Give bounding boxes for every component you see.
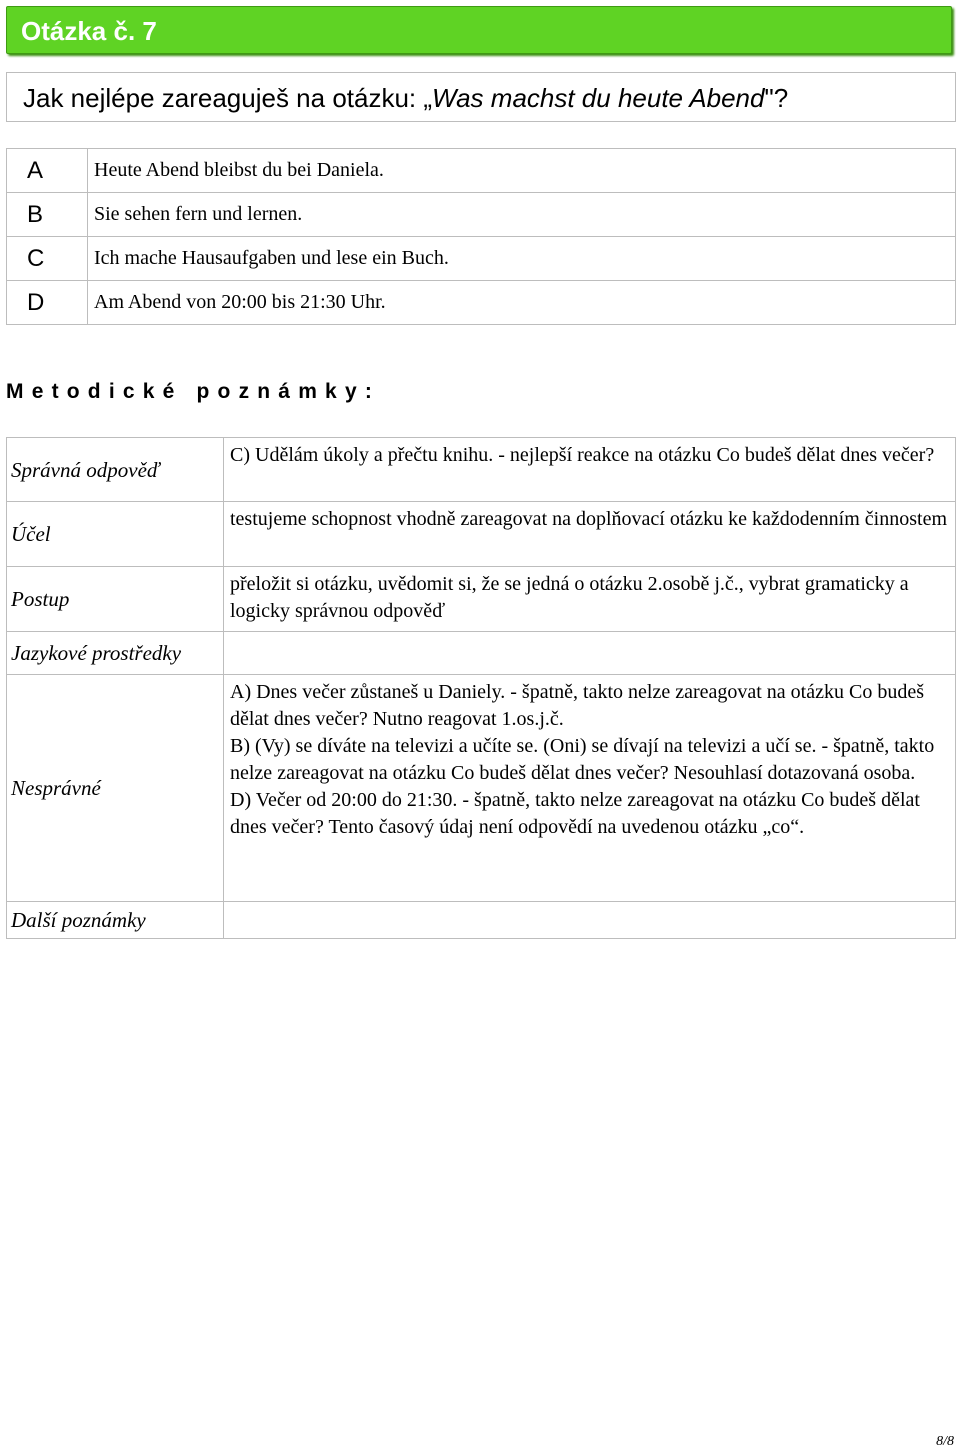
language-means-label: Jazykové prostředky [7,632,224,675]
option-letter: C [7,237,88,281]
option-row-d[interactable] [7,281,956,325]
procedure-value: přeložit si otázku, uvědomit si, že se jedná o otázku 2.osobě j.č., vybrat gramaticky a logicky správnou odpověď [224,567,956,632]
methodical-notes-heading: Metodické poznámky: [6,380,381,403]
notes-row-other [7,902,956,939]
option-text: Ich mache Hausaufgaben und lese ein Buch. [88,237,956,281]
answer-options-table [6,148,956,325]
other-notes-label: Další poznámky [7,902,224,939]
notes-row-procedure [7,567,956,632]
question-box [6,72,956,122]
incorrect-explanation-d: D) Večer od 20:00 do 21:30. - špatně, takto nelze zareagovat na otázku Co budeš dělat dnes večer? Tento časový údaj není odpovědí na uvedenou otázku „co“. [230,789,920,838]
incorrect-explanation-a: A) Dnes večer zůstaneš u Daniely. - špatně, takto nelze zareagovat na otázku Co budeš dělat dnes večer? Nutno reagovat 1.os.j.č. [230,681,924,730]
option-text: Am Abend von 20:00 bis 21:30 Uhr. [88,281,956,325]
question-prefix: Jak nejlépe zareaguješ na otázku: „ [23,83,433,113]
question-quote: Was machst du heute Abend [432,83,765,113]
option-letter: B [7,193,88,237]
question-number-title: Otázka č. 7 [21,16,157,46]
option-letter: A [7,149,88,193]
incorrect-label: Nesprávné [7,675,224,902]
correct-answer-label: Správná odpověď [7,438,224,502]
notes-row-purpose [7,502,956,567]
notes-row-incorrect [7,675,956,902]
procedure-label: Postup [7,567,224,632]
correct-answer-value: C) Udělám úkoly a přečtu knihu. - nejlepší reakce na otázku Co budeš dělat dnes večer? [224,438,956,502]
question-suffix: "? [764,83,789,113]
option-letter: D [7,281,88,325]
purpose-label: Účel [7,502,224,567]
page-number: 8/8 [936,1434,954,1449]
purpose-value: testujeme schopnost vhodně zareagovat na doplňovací otázku ke každodenním činnostem [224,502,956,567]
incorrect-explanation-b: B) (Vy) se díváte na televizi a učíte se. (Oni) se dívají na televizi a učí se. - špatně, takto nelze zareagovat na otázku Co budeš dělat dnes večer? Nesouhlasí dotazovaná osoba. [230,735,935,784]
option-row-a[interactable] [7,149,956,193]
option-text: Heute Abend bleibst du bei Daniela. [88,149,956,193]
question-header-bar [6,6,952,54]
notes-row-language [7,632,956,675]
language-means-value [224,632,956,675]
incorrect-value [224,675,956,902]
option-row-b[interactable] [7,193,956,237]
option-text: Sie sehen fern und lernen. [88,193,956,237]
notes-row-correct [7,438,956,502]
option-row-c[interactable] [7,237,956,281]
other-notes-value [224,902,956,939]
methodical-notes-table [6,437,956,939]
question-text [23,81,788,115]
